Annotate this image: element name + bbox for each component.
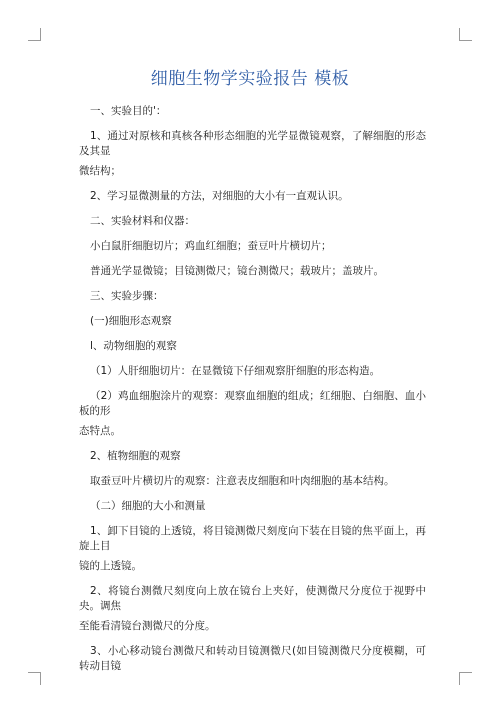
purpose-item-1: 1、通过对原核和真核各种形态细胞的光学显微镜观察，了解细胞的形态及其显 [79, 130, 426, 157]
corner-mark-top-right [459, 28, 472, 41]
purpose-item-2: 2、学习显微测量的方法，对细胞的大小有一直观认识。 [90, 190, 349, 202]
step-liver-cells: （1）人肝细胞切片：在显微镜下仔细观察肝细胞的形态构造。 [90, 365, 381, 377]
section-cell-size-measurement: （二）细胞的大小和测量 [90, 500, 206, 512]
step-bean-leaf: 取蚕豆叶片横切片的观察：注意表皮细胞和叶肉细胞的基本结构。 [90, 475, 395, 487]
step-blood-smear-cont: 态特点。 [79, 425, 121, 437]
measure-step-3: 3、小心移动镜台测微尺和转动目镜测微尺(如目镜测微尺分度模糊，可转动目镜 [79, 645, 426, 672]
corner-mark-top-left [28, 28, 41, 41]
measure-step-1: 1、卸下目镜的上透镜，将目镜测微尺刻度向下装在目镜的焦平面上，再旋上目 [79, 525, 426, 552]
subsection-plant-cells: 2、植物细胞的观察 [90, 450, 181, 462]
measure-step-2-cont: 至能看清镜台测微尺的分度。 [79, 620, 216, 632]
corner-mark-bottom-right [459, 672, 472, 685]
purpose-item-1-cont: 微结构； [79, 165, 121, 177]
materials-specimens: 小白鼠肝细胞切片；鸡血红细胞；蚕豆叶片横切片； [90, 240, 332, 252]
section-cell-morphology: (一)细胞形态观察 [90, 315, 172, 327]
document-body [79, 104, 426, 674]
heading-purpose: 一、实验目的'： [90, 105, 167, 117]
materials-instruments: 普通光学显微镜；目镜测微尺；镜台测微尺；载玻片；盖玻片。 [90, 265, 384, 277]
heading-steps: 三、实验步骤： [90, 290, 164, 302]
document-title: 细胞生物学实验报告 模板 [150, 69, 350, 89]
step-blood-smear: （2）鸡血细胞涂片的观察：观察血细胞的组成；红细胞、白细胞、血小板的形 [79, 390, 426, 417]
measure-step-2: 2、将镜台测微尺刻度向上放在镜台上夹好，使测微尺分度位于视野中央。调焦 [79, 585, 426, 612]
subsection-animal-cells: l、动物细胞的观察 [90, 340, 177, 352]
measure-step-1-cont: 镜的上透镜。 [79, 560, 142, 572]
heading-materials: 二、实验材料和仪器： [90, 215, 195, 227]
corner-mark-bottom-left [28, 672, 41, 685]
